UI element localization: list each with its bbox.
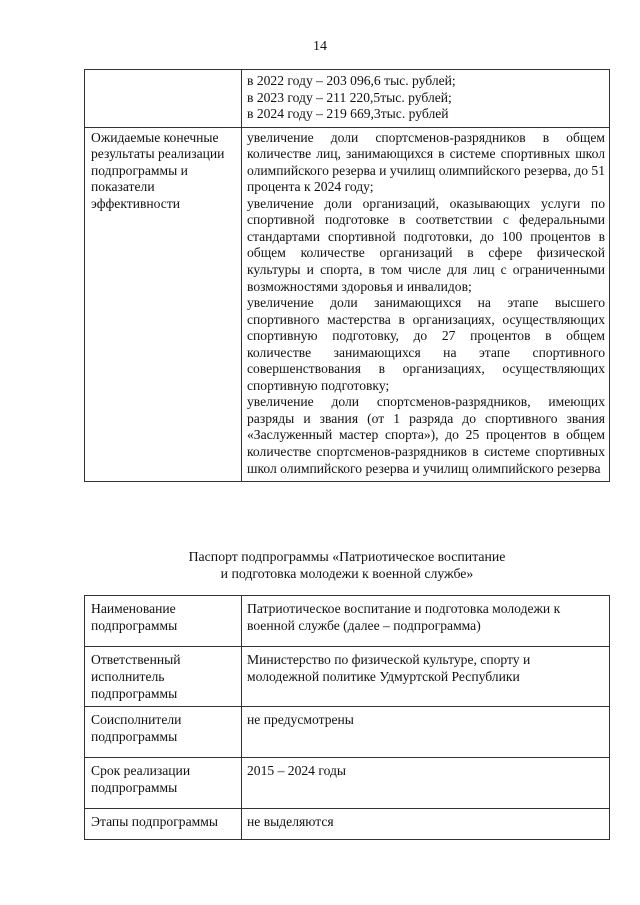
passport-value: Патриотическое воспитание и подготовка молодежи к военной службе (далее – подпрограмма) <box>242 596 610 647</box>
funding-line: в 2022 году – 203 096,6 тыс. рублей; <box>247 73 456 88</box>
subprogram-passport-continuation-table <box>84 69 610 482</box>
expected-results-row <box>85 127 610 481</box>
passport-value: Министерство по физической культуре, спорту и молодежной политике Удмуртской Республики <box>242 647 610 707</box>
passport-label: Соисполнители подпрограммы <box>85 707 242 758</box>
funding-label-cell <box>85 70 242 128</box>
section-title-line: и подготовка молодежи к военной службе» <box>220 566 474 581</box>
passport-value: 2015 – 2024 годы <box>242 758 610 809</box>
patriotic-education-passport-table <box>84 595 610 840</box>
expected-results-label: Ожидаемые конечные результаты реализации подпрограммы и показатели эффективности <box>85 127 242 481</box>
passport-label: Ответственный исполнитель подпрограммы <box>85 647 242 707</box>
passport-value: не выделяются <box>242 809 610 840</box>
result-item: увеличение доли организаций, оказывающих услуги по спортивной подготовке в соответствии с федеральными стандартами спортивной подготовки, до 100 процентов в общем количестве организаций в сфере физической культуры и спорта, в том числе для лиц с ограниченными возможностями здоровья и инвалидов; <box>247 195 605 294</box>
passport-label: Срок реализации подпрограммы <box>85 758 242 809</box>
page-number: 14 <box>313 39 327 54</box>
passport-label: Наименование подпрограммы <box>85 596 242 647</box>
section-title <box>84 548 610 582</box>
section-title-line: Паспорт подпрограммы «Патриотическое воспитание <box>188 549 506 564</box>
funding-line: в 2024 году – 219 669,3тыс. рублей <box>247 106 449 122</box>
funding-value-cell <box>242 70 610 128</box>
passport-value: не предусмотрены <box>242 707 610 758</box>
passport-row-period <box>85 758 610 809</box>
result-item: увеличение доли занимающихся на этапе высшего спортивного мастерства в организациях, осуществляющих спортивную подготовку, до 27 процентов в общем количестве занимающихся на этапе спортивного совершенствования в организациях, осуществляющих спортивную подготовку; <box>247 295 605 393</box>
result-item: увеличение доли спортсменов-разрядников, имеющих разряды и звания (от 1 разряда до спортивного звания «Заслуженный мастер спорта»), до 25 процентов в общем количестве спортсменов-разрядников в системе спортивных школ олимпийского резерва и училищ олимпийского резерва <box>247 394 605 476</box>
result-item: увеличение доли спортсменов-разрядников в общем количестве лиц, занимающихся в системе спортивных школ олимпийского резерва и училищ олимпийского резерва, до 51 процента к 2024 году; <box>247 129 605 195</box>
funding-row <box>85 70 610 128</box>
passport-row-stages <box>85 809 610 840</box>
passport-row-name <box>85 596 610 647</box>
passport-label: Этапы подпрограммы <box>85 809 242 840</box>
expected-results-value-cell <box>242 127 610 481</box>
funding-line: в 2023 году – 211 220,5тыс. рублей; <box>247 89 452 105</box>
passport-row-responsible <box>85 647 610 707</box>
passport-row-co-executors <box>85 707 610 758</box>
